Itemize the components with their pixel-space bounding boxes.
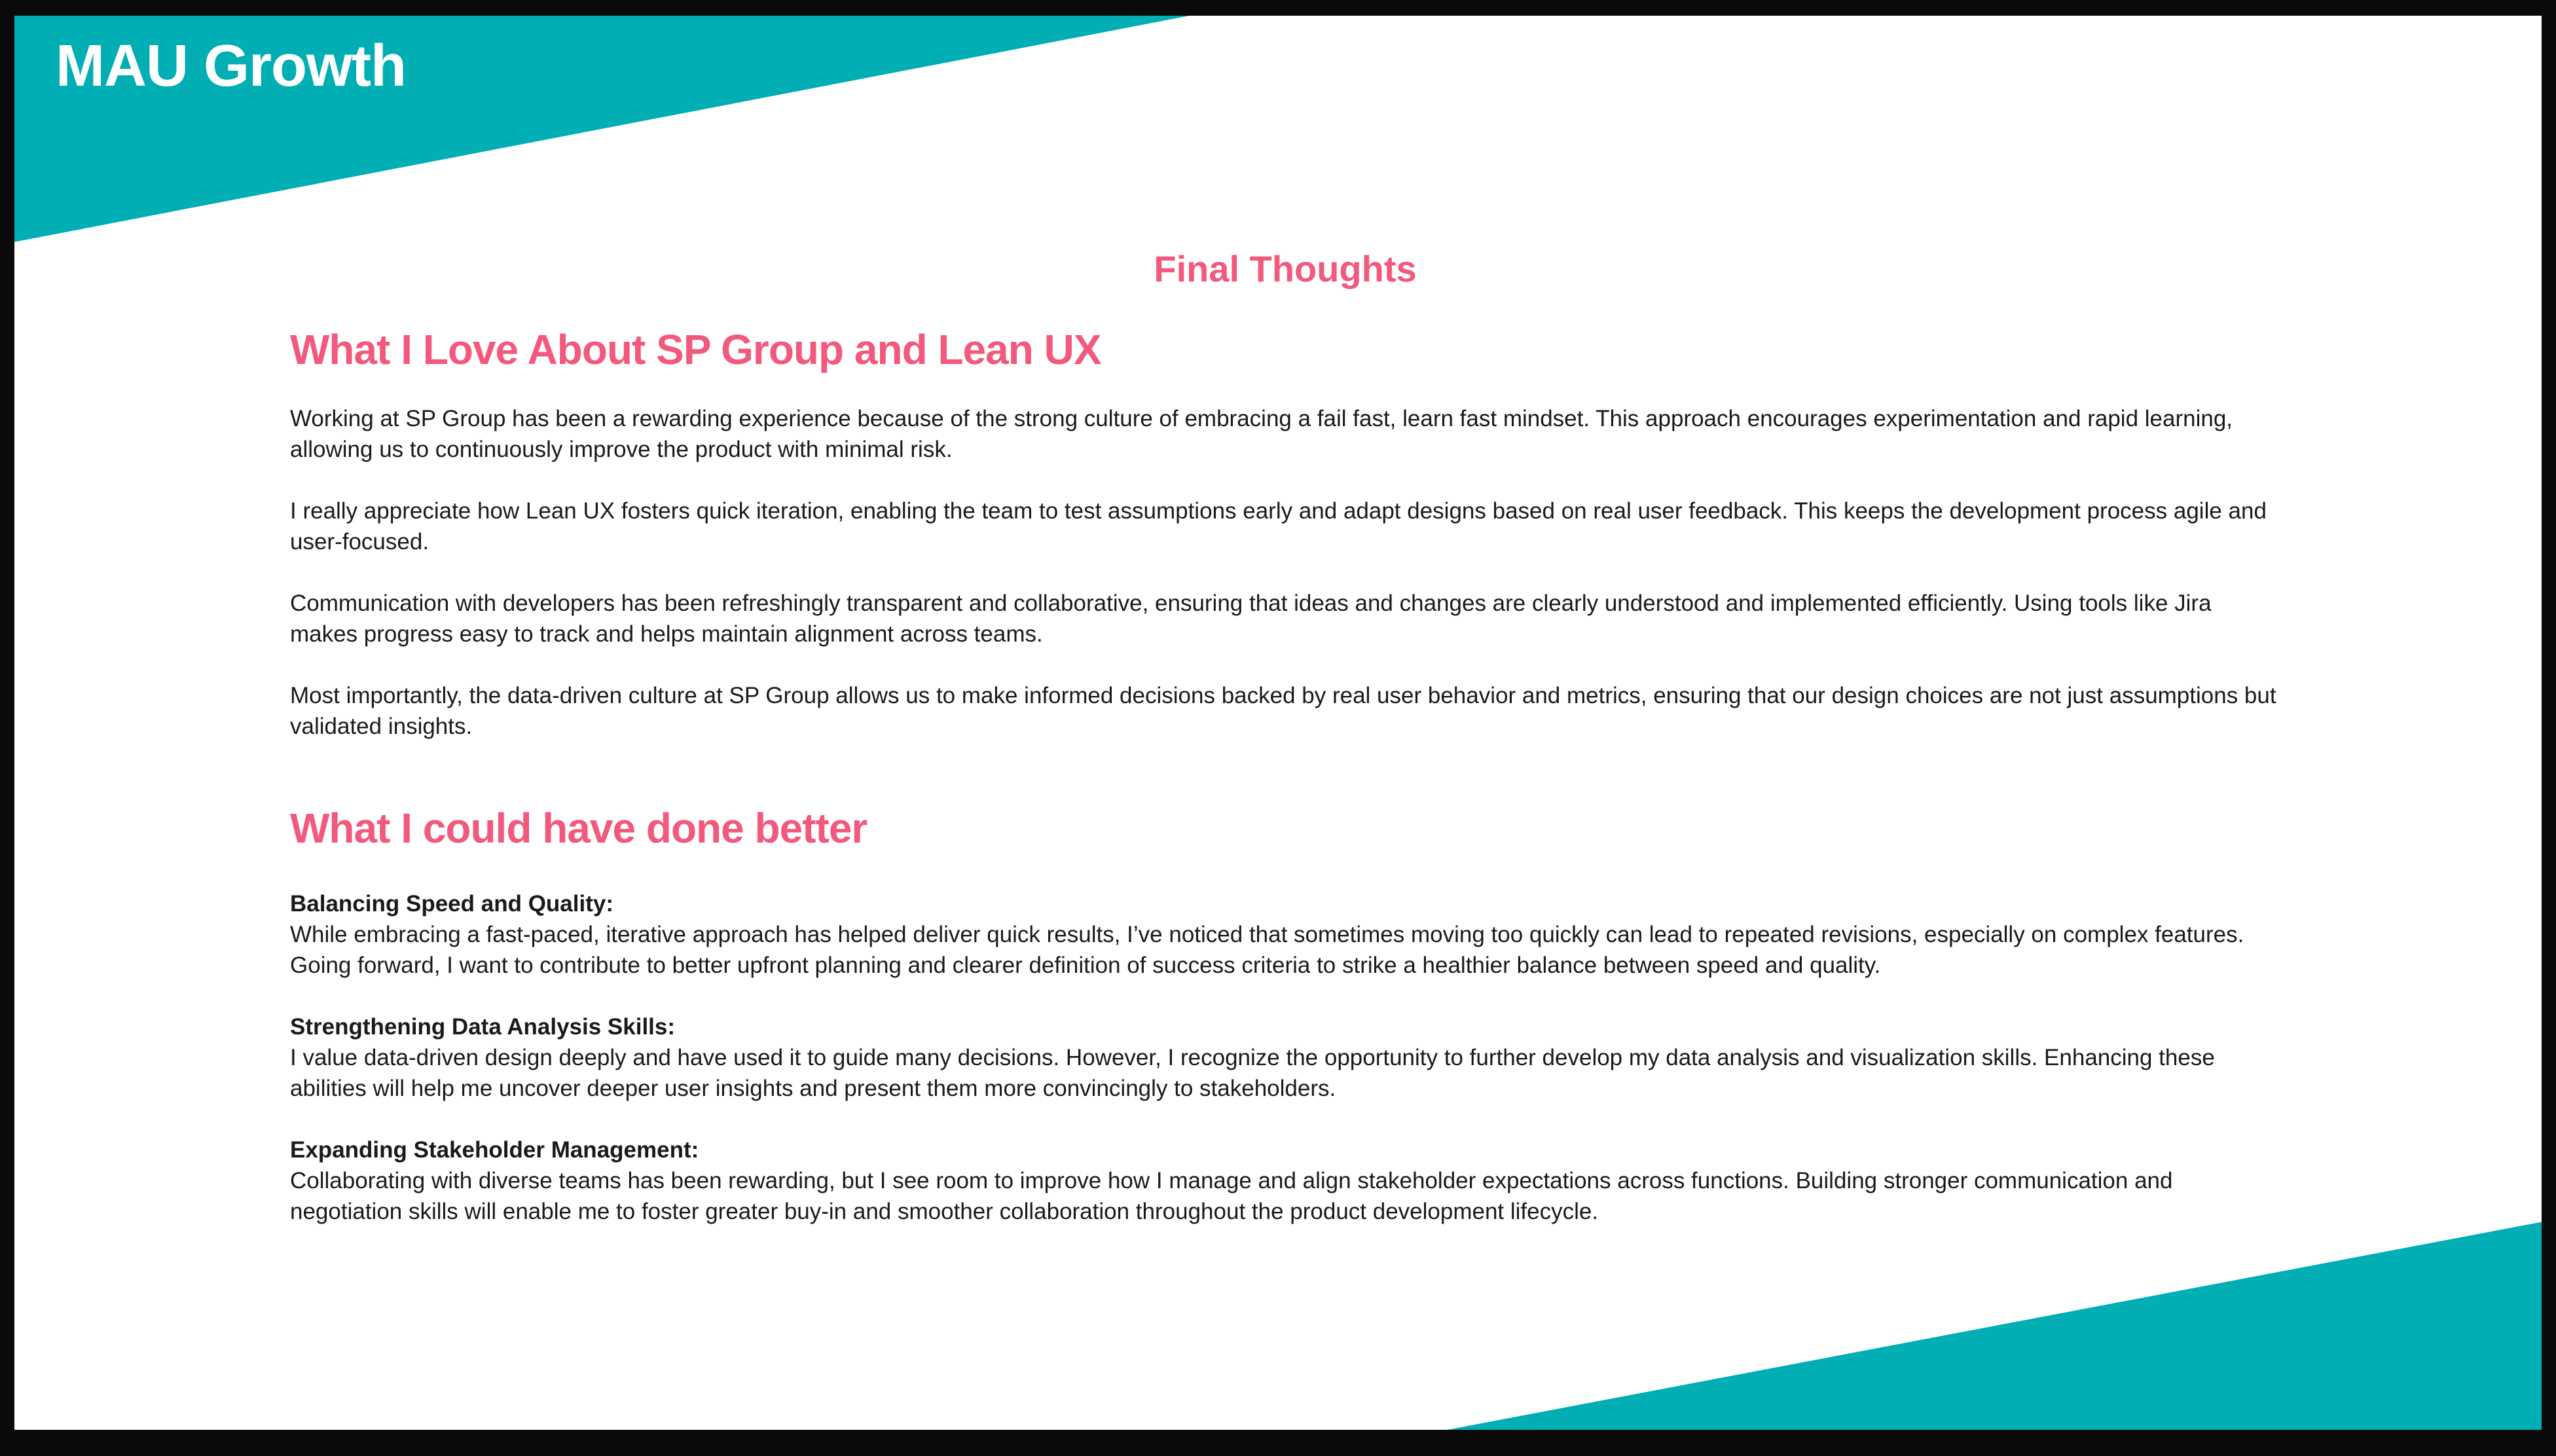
page-heading: Final Thoughts [1154,248,1417,289]
slide-content [290,16,2280,1227]
slide [14,16,2542,1430]
subsection-title: Strengthening Data Analysis Skills: [290,1014,676,1040]
paragraph-lean-ux-iteration: I really appreciate how Lean UX fosters quick iteration, enabling the team to test assumptions early and adapt designs based on real user feedback. This keeps the development process agile and user-focused. [290,498,2267,555]
section-heading-what-i-love: What I Love About SP Group and Lean UX [290,326,1101,373]
subsection-body: Collaborating with diverse teams has been rewarding, but I see room to improve how I manage and align stakeholder expectations across functions. Building stronger communication and negotiation skills will enable me to foster greater buy-in and smoother collaboration throughout the product development lifecycle. [290,1168,2173,1224]
section-heading-done-better: What I could have done better [290,805,867,852]
subsection-stakeholder-management [290,1135,2280,1227]
paragraph-developer-communication: Communication with developers has been refreshingly transparent and collaborative, ensuring that ideas and changes are clearly understood and implemented efficiently. Using tools like Jira makes progress easy to track and helps maintain alignment across teams. [290,591,2212,647]
subsection-body: While embracing a fast-paced, iterative approach has helped deliver quick results, I’ve noticed that sometimes moving too quickly can lead to repeated revisions, especially on complex features. Going forward, I want to contribute to better upfront planning and clearer definition of success criteria to strike a healthier balance between speed and quality. [290,922,2244,978]
slide-title: MAU Growth [56,33,406,99]
paragraph-data-driven-culture: Most importantly, the data-driven culture at SP Group allows us to make informed decisions backed by real user behavior and metrics, ensuring that our design choices are not just assumptions but validated insights. [290,683,2276,739]
subsection-body: I value data-driven design deeply and have used it to guide many decisions. However, I recognize the opportunity to further develop my data analysis and visualization skills. Enhancing these abilities will help me uncover deeper user insights and present them more convincingly to stakeholders. [290,1045,2215,1101]
subsection-data-analysis-skills [290,1011,2280,1104]
subsection-title: Balancing Speed and Quality: [290,891,613,917]
subsection-balancing-speed-quality [290,888,2280,981]
subsection-title: Expanding Stakeholder Management: [290,1137,699,1163]
paragraph-fail-fast-culture: Working at SP Group has been a rewarding experience because of the strong culture of embracing a fail fast, learn fast mindset. This approach encourages experimentation and rapid learning, allowing us to continuously improve the product with minimal risk. [290,406,2233,462]
